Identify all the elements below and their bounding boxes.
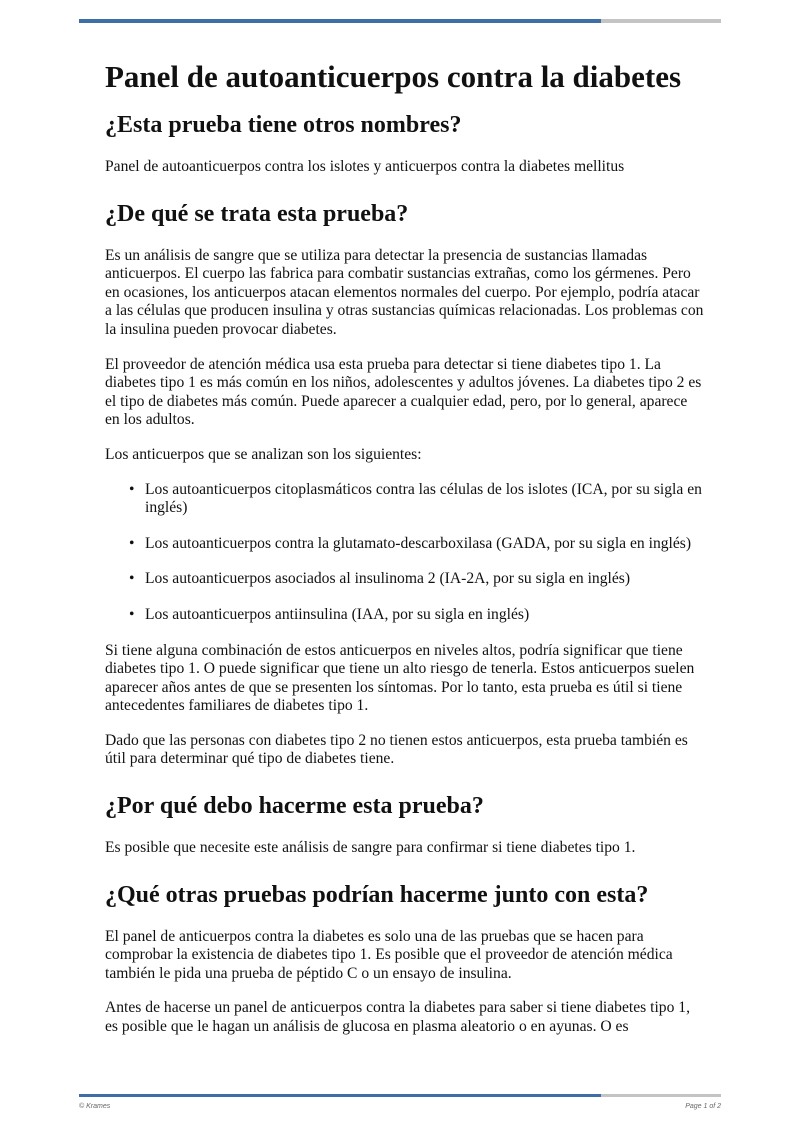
header-rule-grey bbox=[601, 19, 721, 23]
footer-rule-grey bbox=[601, 1094, 721, 1097]
list-item-text: Los autoanticuerpos asociados al insulinoma 2 (IA-2A, por su sigla en inglés) bbox=[145, 570, 631, 588]
paragraph-why-1: Es posible que necesite este análisis de sangre para confirmar si tiene diabetes tipo 1. bbox=[105, 839, 636, 857]
paragraph-what-4: Si tiene alguna combinación de estos anticuerpos en niveles altos, podría significar que tiene diabetes tipo 1. O puede significar que tiene un alto riesgo de tenerla. Estos anticuerpos suelen aparecer años antes de que se presenten los síntomas. Por lo tanto, esta prueba es útil si tiene antecedentes familiares de diabetes tipo 1. bbox=[105, 641, 695, 715]
footer-rule bbox=[79, 1094, 721, 1097]
list-item bbox=[129, 534, 705, 554]
heading-other-tests: ¿Qué otras pruebas podrían hacerme junto con esta? bbox=[105, 881, 649, 908]
paragraph-what-2: El proveedor de atención médica usa esta prueba para detectar si tiene diabetes tipo 1. La diabetes tipo 1 es más común en los niños, adolescentes y adultos jóvenes. La diabetes tipo 2 es el tipo de diabetes más común. Puede aparecer a cualquier edad, pero, por lo general, aparece en los adultos. bbox=[105, 355, 702, 429]
bullet-icon: • bbox=[129, 570, 135, 588]
list-item bbox=[129, 480, 705, 518]
footer-copyright: © Krames bbox=[79, 1103, 111, 1110]
paragraph-what-1: Es un análisis de sangre que se utiliza para detectar la presencia de sustancias llamadas anticuerpos. El cuerpo las fabrica para combatir sustancias extrañas, como los gérmenes. Pero en ocasiones, los anticuerpos atacan elementos normales del cuerpo. Por ejemplo, podría atacar a las células que producen insulina y otras sustancias químicas relacionadas. Los problemas con la insulina pueden provocar diabetes. bbox=[105, 246, 704, 338]
footer-page-number: Page 1 of 2 bbox=[685, 1103, 721, 1110]
bullet-icon: • bbox=[129, 605, 135, 623]
footer-rule-accent bbox=[79, 1094, 601, 1097]
bullet-icon: • bbox=[129, 534, 135, 552]
heading-what-is-test: ¿De qué se trata esta prueba? bbox=[105, 200, 409, 227]
paragraph-other-1: El panel de anticuerpos contra la diabetes es solo una de las pruebas que se hacen para comprobar la existencia de diabetes tipo 1. Es posible que el proveedor de atención médica también le pida una prueba de péptido C o un ensayo de insulina. bbox=[105, 927, 673, 982]
paragraph-what-3: Los anticuerpos que se analizan son los siguientes: bbox=[105, 445, 422, 463]
bullet-icon: • bbox=[129, 480, 135, 498]
page-title: Panel de autoanticuerpos contra la diabetes bbox=[105, 59, 682, 94]
list-item-text: Los autoanticuerpos contra la glutamato-descarboxilasa (GADA, por su sigla en inglés) bbox=[145, 534, 692, 552]
paragraph-other-names: Panel de autoanticuerpos contra los islotes y anticuerpos contra la diabetes mellitus bbox=[105, 158, 625, 175]
header-rule-accent bbox=[79, 19, 601, 23]
list-item bbox=[129, 605, 705, 625]
list-item-text: Los autoanticuerpos antiinsulina (IAA, por su sigla en inglés) bbox=[145, 605, 530, 623]
heading-other-names: ¿Esta prueba tiene otros nombres? bbox=[105, 112, 462, 138]
antibody-list bbox=[105, 481, 705, 625]
heading-why-test: ¿Por qué debo hacerme esta prueba? bbox=[105, 793, 484, 820]
document-body bbox=[105, 58, 705, 1053]
list-item-text: Los autoanticuerpos citoplasmáticos contra las células de los islotes (ICA, por su sigla en inglés) bbox=[145, 480, 702, 517]
paragraph-other-2: Antes de hacerse un panel de anticuerpos contra la diabetes para saber si tiene diabetes tipo 1, es posible que le hagan un análisis de glucosa en plasma aleatorio o en ayunas. O es bbox=[105, 999, 690, 1036]
paragraph-what-5: Dado que las personas con diabetes tipo 2 no tienen estos anticuerpos, esta prueba también es útil para determinar qué tipo de diabetes tiene. bbox=[105, 731, 688, 768]
header-rule bbox=[79, 19, 721, 23]
list-item bbox=[129, 570, 705, 589]
